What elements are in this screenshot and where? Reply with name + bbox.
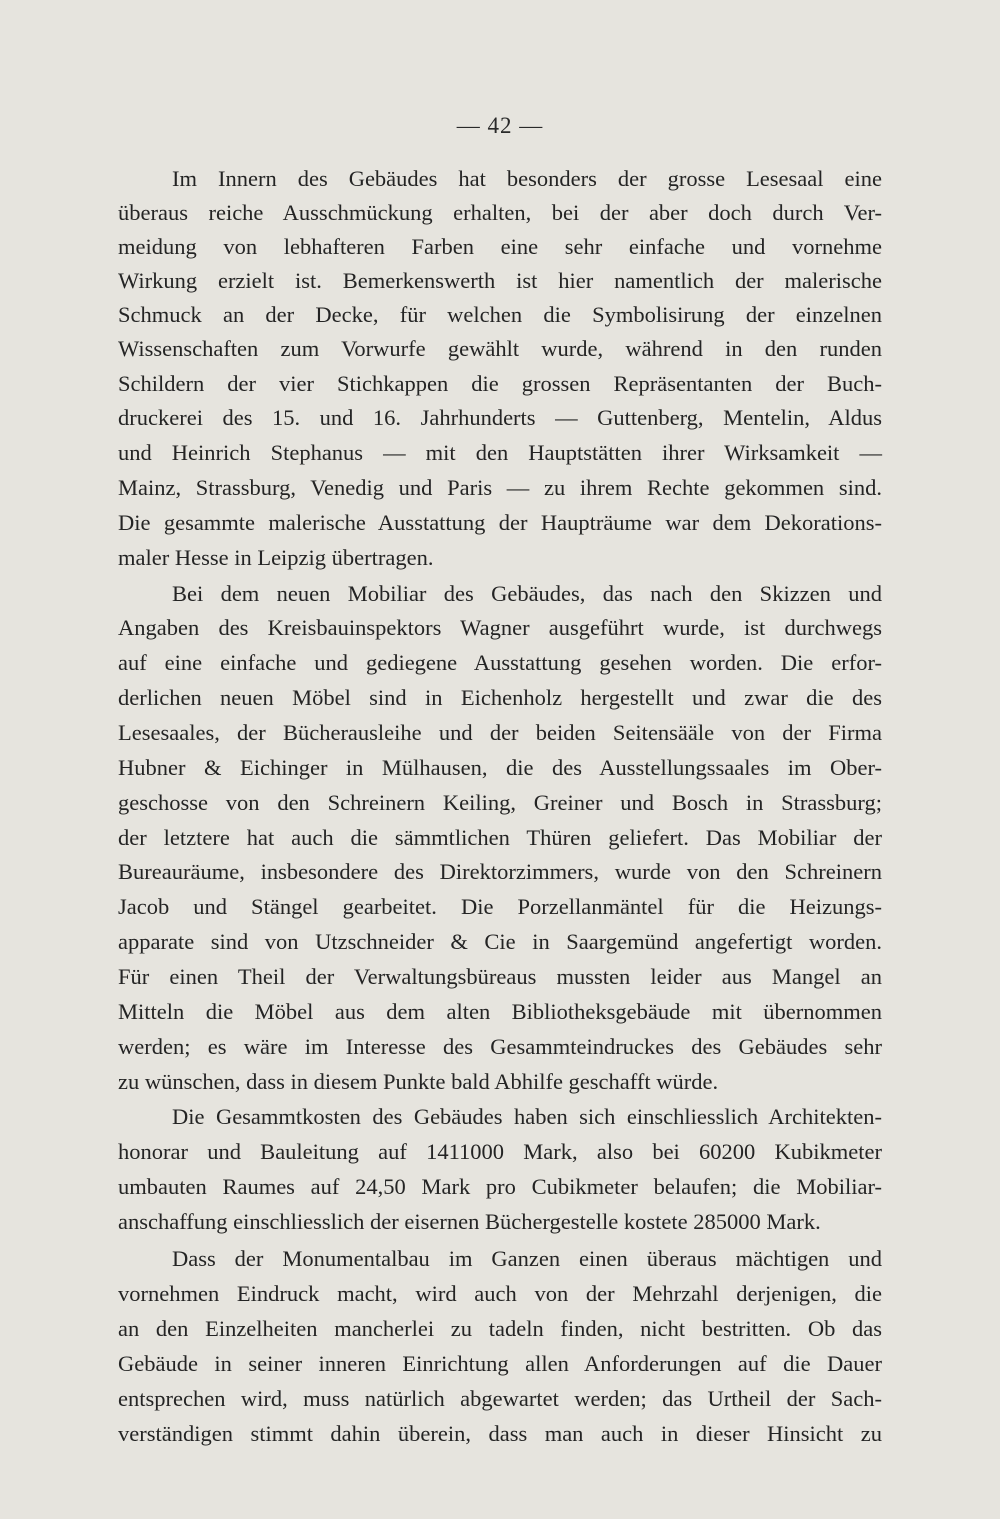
text-line-12: maler Hesse in Leipzig übertragen. — [118, 545, 434, 570]
text-line-3: meidung von lebhafteren Farben eine sehr einfache und vornehme — [118, 234, 882, 259]
text-line-11: Die gesammte malerische Ausstattung der Haupträume war dem Dekorations- — [118, 510, 882, 535]
text-line-8: druckerei des 15. und 16. Jahrhunderts — Guttenberg, Mentelin, Aldus — [118, 405, 882, 430]
text-line-1: Im Innern des Gebäudes hat besonders der grosse Lesesaal eine — [172, 166, 882, 191]
text-line-2: überaus reiche Ausschmückung erhalten, bei der aber doch durch Ver- — [118, 200, 882, 225]
text-line-4: Wirkung erzielt ist. Bemerkenswerth ist hier namentlich der malerische — [118, 268, 882, 293]
text-line-18: Hubner & Eichinger in Mülhausen, die des Ausstellungssaales im Ober- — [118, 755, 882, 780]
text-line-23: apparate sind von Utzschneider & Cie in Saargemünd angefertigt worden. — [118, 929, 882, 954]
text-line-22: Jacob und Stängel gearbeitet. Die Porzellanmäntel für die Heizungs- — [118, 894, 882, 919]
text-line-35: Gebäude in seiner inneren Einrichtung allen Anforderungen auf die Dauer — [118, 1351, 882, 1376]
text-line-24: Für einen Theil der Verwaltungsbüreaus mussten leider aus Mangel an — [118, 964, 882, 989]
text-line-32: Dass der Monumentalbau im Ganzen einen überaus mächtigen und — [172, 1246, 882, 1271]
text-line-17: Lesesaales, der Bücherausleihe und der beiden Seitensääle von der Firma — [118, 720, 882, 745]
text-line-19: geschosse von den Schreinern Keiling, Greiner und Bosch in Strassburg; — [118, 790, 882, 815]
text-line-29: honorar und Bauleitung auf 1411000 Mark, also bei 60200 Kubikmeter — [118, 1139, 882, 1164]
text-line-13: Bei dem neuen Mobiliar des Gebäudes, das nach den Skizzen und — [172, 581, 882, 606]
text-line-14: Angaben des Kreisbauinspektors Wagner ausgeführt wurde, ist durchwegs — [118, 615, 882, 640]
text-line-34: an den Einzelheiten mancherlei zu tadeln finden, nicht bestritten. Ob das — [118, 1316, 882, 1341]
text-line-36: entsprechen wird, muss natürlich abgewartet werden; das Urtheil der Sach- — [118, 1386, 882, 1411]
text-line-21: Bureauräume, insbesondere des Direktorzimmers, wurde von den Schreinern — [118, 859, 882, 884]
text-line-6: Wissenschaften zum Vorwurfe gewählt wurde, während in den runden — [118, 336, 882, 361]
text-line-7: Schildern der vier Stichkappen die grossen Repräsentanten der Buch- — [118, 371, 882, 396]
text-line-26: werden; es wäre im Interesse des Gesammteindruckes des Gebäudes sehr — [118, 1034, 882, 1059]
text-line-5: Schmuck an der Decke, für welchen die Symbolisirung der einzelnen — [118, 302, 882, 327]
text-line-15: auf eine einfache und gediegene Ausstattung gesehen worden. Die erfor- — [118, 650, 882, 675]
text-line-16: derlichen neuen Möbel sind in Eichenholz hergestellt und zwar die des — [118, 685, 882, 710]
text-line-25: Mitteln die Möbel aus dem alten Bibliotheksgebäude mit übernommen — [118, 999, 882, 1024]
text-line-31: anschaffung einschliesslich der eisernen Büchergestelle kostete 285000 Mark. — [118, 1209, 821, 1234]
text-line-27: zu wünschen, dass in diesem Punkte bald Abhilfe geschafft würde. — [118, 1069, 719, 1094]
text-line-10: Mainz, Strassburg, Venedig und Paris — zu ihrem Rechte gekommen sind. — [118, 475, 882, 500]
text-line-30: umbauten Raumes auf 24,50 Mark pro Cubikmeter belaufen; die Mobiliar- — [118, 1174, 882, 1199]
text-line-9: und Heinrich Stephanus — mit den Hauptstätten ihrer Wirksamkeit — — [118, 440, 882, 465]
page-number: — 42 — — [456, 113, 544, 138]
text-line-37: verständigen stimmt dahin überein, dass man auch in dieser Hinsicht zu — [118, 1421, 882, 1446]
text-line-33: vornehmen Eindruck macht, wird auch von der Mehrzahl derjenigen, die — [118, 1281, 882, 1306]
text-line-20: der letztere hat auch die sämmtlichen Thüren geliefert. Das Mobiliar der — [118, 825, 882, 850]
text-line-28: Die Gesammtkosten des Gebäudes haben sich einschliesslich Architekten- — [172, 1104, 882, 1129]
